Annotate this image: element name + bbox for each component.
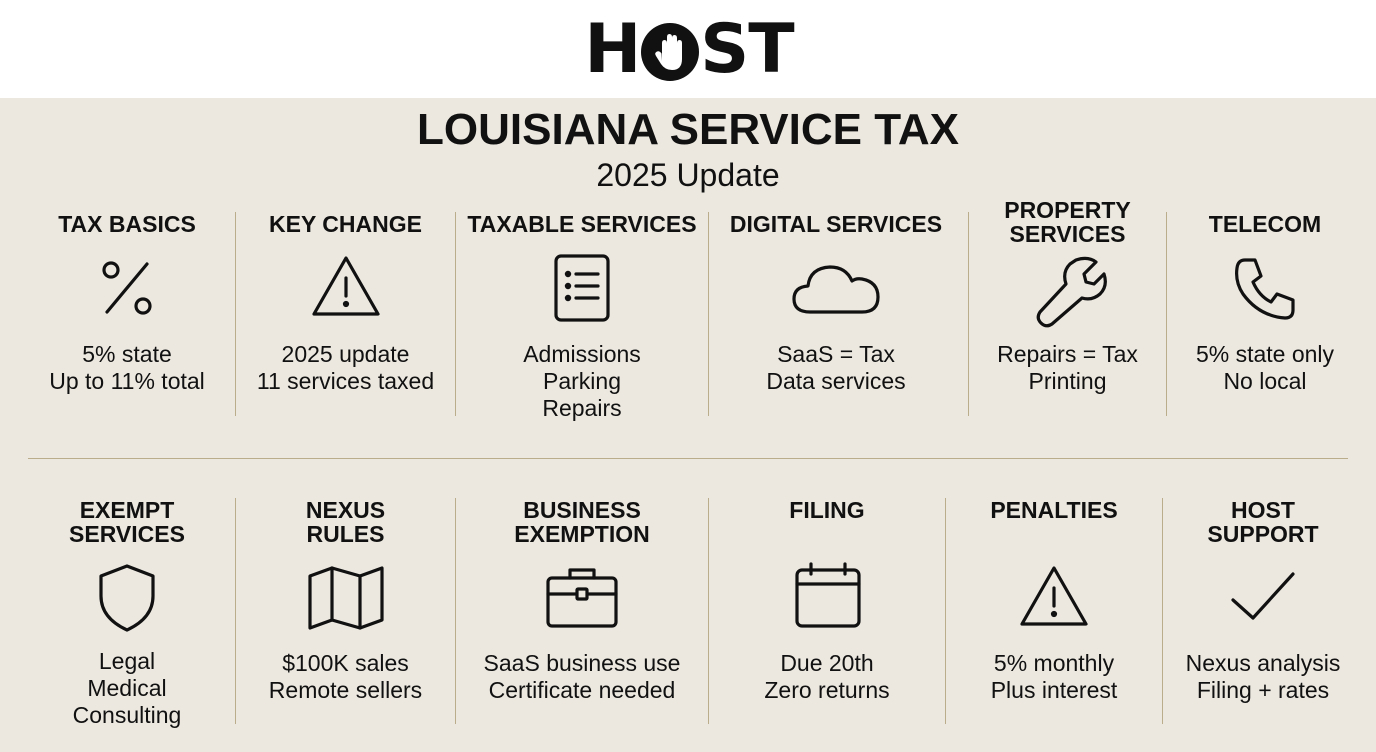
percent-icon [85,246,169,330]
warning-triangle-icon [304,246,388,330]
card-details: Legal Medical Consulting [72,648,182,728]
card-details: 2025 update 11 services taxed [256,341,435,394]
card-heading: TAXABLE SERVICES [467,211,697,237]
map-icon [304,556,388,640]
shield-icon [85,556,169,640]
card-heading: DIGITAL SERVICES [729,211,943,237]
hand-logo-icon [641,23,699,81]
phone-icon [1223,246,1307,330]
page-title: LOUISIANA SERVICE TAX [417,105,959,154]
card-heading: NEXUS RULES [305,497,386,547]
card-heading: PENALTIES [990,497,1118,523]
briefcase-icon [540,556,624,640]
card-heading: KEY CHANGE [269,211,422,237]
card-details: Nexus analysis Filing + rates [1185,650,1341,703]
calendar-icon [785,556,869,640]
card-details: $100K sales Remote sellers [268,650,423,703]
card-heading: HOST SUPPORT [1207,497,1319,547]
card-details: SaaS = Tax Data services [766,341,906,394]
checkmark-icon [1221,556,1305,640]
header-bar [0,0,1376,98]
card-heading: PROPERTY SERVICES [1004,197,1131,247]
card-details: Due 20th Zero returns [764,650,890,703]
card-details: 5% state only No local [1195,341,1335,394]
page-subtitle: 2025 Update [596,157,780,193]
row-divider [28,458,1348,459]
host-logo: H ST [584,10,794,89]
card-details: SaaS business use Certificate needed [483,650,681,703]
card-heading: BUSINESS EXEMPTION [514,497,650,547]
warning-triangle-icon [1012,556,1096,640]
card-heading: TAX BASICS [58,211,196,237]
card-heading: FILING [789,497,865,523]
wrench-icon [1026,246,1110,330]
list-document-icon [540,246,624,330]
card-details: Admissions Parking Repairs [523,341,641,421]
card-heading: TELECOM [1208,211,1322,237]
card-details: 5% monthly Plus interest [990,650,1118,703]
card-details: Repairs = Tax Printing [997,341,1138,394]
card-heading: EXEMPT SERVICES [69,497,185,547]
cloud-icon [788,246,884,330]
card-details: 5% state Up to 11% total [49,341,205,394]
